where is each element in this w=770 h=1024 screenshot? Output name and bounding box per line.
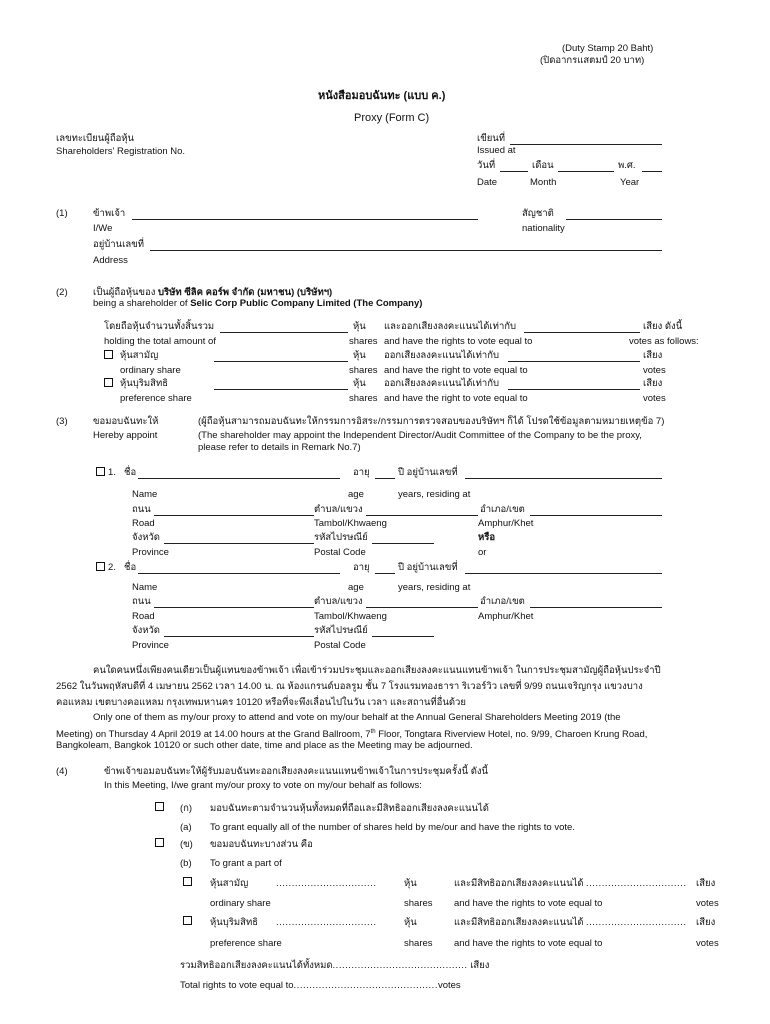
vote2-label-th: ออกเสียงลงคะแนนได้เท่ากับ: [384, 350, 500, 361]
date-label-en: Date: [477, 177, 498, 188]
proxy1-province-th: จังหวัด: [132, 532, 160, 543]
month-label-en: Month: [530, 177, 557, 188]
vote2-label-en: and have the right to vote equal to: [384, 365, 528, 376]
proxy2-age-field[interactable]: [375, 573, 395, 574]
meeting-para-en-2: Meeting) on Thursday 4 April 2019 at 14.00 hours at the Grand Ballroom, 7th Floor, Tongtara Riverview Hotel, no. 9/99, Charoen Krung Road,: [56, 729, 648, 741]
proxy2-province-en: Province: [132, 640, 169, 651]
meeting-para-th-1: คนใดคนหนึ่งเพียงคนเดียวเป็นผู้แทนของข้าพเจ้า เพื่อเข้าร่วมประชุมและออกเสียงลงคะแนนแทนข้าพเจ้า ในการประชุมสามัญผู้ถือหุ้นประจำปี: [93, 665, 661, 676]
grant-all-en: To grant equally all of the number of shares held by me/our and have the rights to vote.: [210, 822, 575, 833]
or-label-en: or: [478, 547, 487, 558]
s1-number: (1): [56, 208, 68, 219]
grant-all-lbl-th: (ก): [180, 803, 193, 814]
part-ordinary-sh-th: หุ้น: [404, 878, 417, 889]
date-label-th: วันที่: [477, 160, 496, 171]
proxy2-postal-field[interactable]: [372, 636, 434, 637]
iwe-field[interactable]: [132, 219, 478, 220]
total-votes-en-field[interactable]: ..............................................: [293, 980, 438, 991]
s2-shareholder-th: เป็นผู้ถือหุ้นของ บริษัท ซีลิค คอร์พ จำกัด (มหาชน) (บริษัทฯ): [93, 287, 333, 298]
shares-label-th: หุ้น: [353, 321, 366, 332]
proxy2-name-en: Name: [132, 582, 158, 593]
ordinary-votes-field[interactable]: [508, 361, 640, 362]
proxy1-name-en: Name: [132, 489, 158, 500]
ordinary-share-checkbox[interactable]: [104, 350, 113, 359]
preference-shares-field[interactable]: [214, 389, 348, 390]
part-preference-vr-en: and have the rights to vote equal to: [454, 938, 603, 949]
part-ordinary-th: หุ้นสามัญ: [210, 878, 249, 889]
grant-part-checkbox[interactable]: [155, 838, 164, 847]
meeting-para-en-3: Bangkoleam, Bangkok 10120 or such other date, time and place as the Meeting may be adjourned.: [56, 740, 473, 751]
issued-label-th: เขียนที่: [477, 133, 506, 144]
proxy1-tambol-th: ตำบล/แขวง: [314, 504, 363, 515]
v-label-en: votes: [643, 365, 666, 376]
proxy2-amphur-en: Amphur/Khet: [478, 611, 534, 622]
proxy2-province-th: จังหวัด: [132, 625, 160, 636]
grant-all-checkbox[interactable]: [155, 802, 164, 811]
proxy2-address-field[interactable]: [465, 573, 662, 574]
s4-heading-en: In this Meeting, I/we grant my/our proxy to vote on my/our behalf as follows:: [104, 780, 422, 791]
shares-label-th-3: หุ้น: [353, 378, 366, 389]
part-preference-v-en: votes: [696, 938, 719, 949]
issued-label-en: Issued at: [477, 145, 516, 156]
part-preference-en: preference share: [210, 938, 282, 949]
shares-label-en: shares: [349, 336, 378, 347]
s4-heading-th: ข้าพเจ้าขอมอบฉันทะให้ผู้รับมอบฉันทะออกเสียงลงคะแนนแทนข้าพเจ้าในการประชุมครั้งนี้ ดังนี้: [104, 766, 489, 777]
ordinary-label-en: ordinary share: [120, 365, 181, 376]
proxy2-tambol-field[interactable]: [366, 607, 478, 608]
proxy1-age-th: อายุ: [353, 467, 370, 478]
proxy1-postal-field[interactable]: [372, 543, 434, 544]
part-preference-th: หุ้นบุริมสิทธิ: [210, 917, 259, 928]
vote-total-field[interactable]: [524, 332, 640, 333]
reg-label-en: Shareholders' Registration No.: [56, 146, 186, 157]
year-label-th: พ.ศ.: [618, 160, 636, 171]
grant-all-th: มอบฉันทะตามจำนวนหุ้นทั้งหมดที่ถือและมีสิทธิออกเสียงลงคะแนนได้: [210, 803, 489, 814]
total-votes-field[interactable]: ...........................................: [332, 960, 468, 971]
part-ordinary-shares-field[interactable]: ................................: [276, 878, 377, 889]
preference-votes-field[interactable]: [508, 389, 640, 390]
proxy2-number: 2.: [108, 562, 116, 573]
proxy1-road-th: ถนน: [132, 504, 151, 515]
part-ordinary-vr-en: and have the rights to vote equal to: [454, 898, 603, 909]
meeting-para-en-1: Only one of them as my/our proxy to attend and vote on my/our behalf at the Annual General Shareholders Meeting 2019 (the: [93, 712, 621, 723]
proxy2-province-field[interactable]: [164, 636, 314, 637]
proxy1-road-field[interactable]: [154, 515, 314, 516]
month-label-th: เดือน: [532, 160, 554, 171]
part-ordinary-sh-en: shares: [404, 898, 433, 909]
proxy1-tambol-en: Tambol/Khwaeng: [314, 518, 387, 529]
shares-label-th-2: หุ้น: [353, 350, 366, 361]
part-ordinary-v-en: votes: [696, 898, 719, 909]
v-label-th-2: เสียง: [643, 378, 663, 389]
vote-label-en: and have the rights to vote equal to: [384, 336, 533, 347]
proxy2-postal-en: Postal Code: [314, 640, 366, 651]
proxy2-postal-th: รหัสไปรษณีย์: [314, 625, 368, 636]
proxy1-name-th: ชื่อ: [124, 467, 137, 478]
proxy1-province-field[interactable]: [164, 543, 314, 544]
proxy2-road-field[interactable]: [154, 607, 314, 608]
appoint-note-th: (ผู้ถือหุ้นสามารถมอบฉันทะให้กรรมการอิสระ/กรรมการตรวจสอบของบริษัทฯ ก็ได้ โปรดใช้ข้อมูลตามหมายเหตุข้อ 7): [198, 416, 665, 427]
part-ordinary-en: ordinary share: [210, 898, 271, 909]
or-label-th: หรือ: [478, 532, 496, 543]
proxy1-road-en: Road: [132, 518, 155, 529]
proxy2-checkbox[interactable]: [96, 562, 105, 571]
shares-label-en-3: shares: [349, 393, 378, 404]
grant-part-lbl-th: (ข): [180, 839, 193, 850]
part-preference-shares-field[interactable]: ................................: [276, 917, 377, 928]
grant-part-lbl-en: (b): [180, 858, 192, 869]
date-field[interactable]: [500, 171, 528, 172]
s2-number: (2): [56, 287, 68, 298]
ordinary-label-th: หุ้นสามัญ: [120, 350, 159, 361]
proxy1-years-th: ปี อยู่บ้านเลขที่: [398, 467, 458, 478]
proxy1-name-field[interactable]: [138, 478, 340, 479]
grant-all-lbl-en: (a): [180, 822, 192, 833]
appoint-note-en-2: please refer to details in Remark No.7): [198, 442, 361, 453]
meeting-para-th-2: 2562 ในวันพฤหัสบดีที่ 4 เมษายน 2562 เวลา 14.00 น. ณ ห้องแกรนด์บอลรูม ชั้น 7 โรงแรมทองธารา ริเวอร์วิว เลขที่ 9/99 ถนนเจริญกรุง แขวงบาง: [56, 681, 643, 692]
year-label-en: Year: [620, 177, 640, 188]
proxy2-age-th: อายุ: [353, 562, 370, 573]
proxy2-amphur-th: อำเภอ/เขต: [480, 596, 525, 607]
holding-label-en: holding the total amount of: [104, 336, 216, 347]
part-preference-sh-th: หุ้น: [404, 917, 417, 928]
address-label-en: Address: [93, 255, 128, 266]
proxy1-amphur-en: Amphur/Khet: [478, 518, 534, 529]
proxy2-amphur-field[interactable]: [530, 607, 662, 608]
v-label-th: เสียง: [643, 350, 663, 361]
proxy1-amphur-field[interactable]: [530, 515, 662, 516]
preference-share-checkbox[interactable]: [104, 378, 113, 387]
proxy1-province-en: Province: [132, 547, 169, 558]
part-preference-sh-en: shares: [404, 938, 433, 949]
proxy1-postal-th: รหัสไปรษณีย์: [314, 532, 368, 543]
s4-number: (4): [56, 766, 68, 777]
issued-at-field[interactable]: [510, 144, 662, 145]
page-title-en: Proxy (Form C): [354, 112, 430, 124]
nationality-label-th: สัญชาติ: [522, 208, 554, 219]
month-field[interactable]: [558, 171, 614, 172]
votes-label-en: votes as follows:: [629, 336, 699, 347]
s3-number: (3): [56, 416, 68, 427]
page-title-th: หนังสือมอบฉันทะ (แบบ ค.): [318, 90, 446, 102]
part-preference-v-th: เสียง: [696, 917, 716, 928]
part-ordinary-v-th: เสียง: [696, 878, 716, 889]
proxy2-years-th: ปี อยู่บ้านเลขที่: [398, 562, 458, 573]
vote3-label-th: ออกเสียงลงคะแนนได้เท่ากับ: [384, 378, 500, 389]
proxy1-tambol-field[interactable]: [366, 515, 478, 516]
proxy2-name-field[interactable]: [138, 573, 340, 574]
proxy2-years-en: years, residing at: [398, 582, 471, 593]
holding-label-th: โดยถือหุ้นจำนวนทั้งสิ้นรวม: [104, 321, 215, 332]
proxy1-age-en: age: [348, 489, 364, 500]
stamp-th: (ปิดอากรแสตมป์ 20 บาท): [540, 55, 645, 66]
grant-part-th: ขอมอบฉันทะบางส่วน คือ: [210, 839, 313, 850]
stamp-en: (Duty Stamp 20 Baht): [562, 43, 654, 54]
appoint-label-en: Hereby appoint: [93, 430, 158, 441]
proxy2-tambol-en: Tambol/Khwaeng: [314, 611, 387, 622]
part-preference-vr-th: และมีสิทธิออกเสียงลงคะแนนได้: [454, 917, 584, 928]
vote3-label-en: and have the right to vote equal to: [384, 393, 528, 404]
preference-label-th: หุ้นบุริมสิทธิ: [120, 378, 169, 389]
iwe-label-th: ข้าพเจ้า: [93, 208, 126, 219]
proxy2-tambol-th: ตำบล/แขวง: [314, 596, 363, 607]
part-preference-checkbox[interactable]: [183, 916, 192, 925]
proxy1-address-field[interactable]: [465, 478, 662, 479]
v-label-en-2: votes: [643, 393, 666, 404]
proxy1-checkbox[interactable]: [96, 467, 105, 476]
proxy2-road-en: Road: [132, 611, 155, 622]
part-ordinary-votes-field[interactable]: ................................: [586, 878, 687, 889]
reg-label-th: เลขทะเบียนผู้ถือหุ้น: [56, 133, 135, 144]
nationality-label-en: nationality: [522, 223, 565, 234]
ordinary-shares-field[interactable]: [214, 361, 348, 362]
preference-label-en: preference share: [120, 393, 192, 404]
part-ordinary-vr-th: และมีสิทธิออกเสียงลงคะแนนได้: [454, 878, 584, 889]
s2-shareholder-en: being a shareholder of Selic Corp Public Company Limited (The Company): [93, 298, 423, 309]
appoint-label-th: ขอมอบฉันทะให้: [93, 416, 159, 427]
proxy1-postal-en: Postal Code: [314, 547, 366, 558]
proxy1-amphur-th: อำเภอ/เขต: [480, 504, 525, 515]
proxy2-name-th: ชื่อ: [124, 562, 137, 573]
part-preference-votes-field[interactable]: ................................: [586, 917, 687, 928]
proxy2-age-en: age: [348, 582, 364, 593]
grant-part-en: To grant a part of: [210, 858, 282, 869]
total-votes-en: Total rights to vote equal to..............................................votes: [180, 980, 461, 991]
vote-label-th: และออกเสียงลงคะแนนได้เท่ากับ: [384, 321, 517, 332]
nationality-field[interactable]: [566, 219, 662, 220]
proxy1-age-field[interactable]: [375, 478, 395, 479]
appoint-note-en-1: (The shareholder may appoint the Independent Director/Audit Committee of the Company to be the proxy,: [198, 430, 642, 441]
votes-label-th: เสียง ดังนี้: [643, 321, 683, 332]
meeting-para-th-3: คอแหลม เขตบางคอแหลม กรุงเทพมหานคร 10120 หรือที่จะพึงเลื่อนไปในวัน เวลา และสถานที่อื่นด้วย: [56, 697, 466, 708]
year-field[interactable]: [642, 171, 662, 172]
proxy1-number: 1.: [108, 467, 116, 478]
address-label-th: อยู่บ้านเลขที่: [93, 239, 144, 250]
iwe-label-en: I/We: [93, 223, 113, 234]
address-field[interactable]: [150, 250, 662, 251]
proxy2-road-th: ถนน: [132, 596, 151, 607]
proxy1-years-en: years, residing at: [398, 489, 471, 500]
part-ordinary-checkbox[interactable]: [183, 877, 192, 886]
shares-label-en-2: shares: [349, 365, 378, 376]
total-votes-th: รวมสิทธิออกเสียงลงคะแนนได้ทั้งหมด........................................... เสียง: [180, 960, 490, 971]
holding-field[interactable]: [220, 332, 348, 333]
